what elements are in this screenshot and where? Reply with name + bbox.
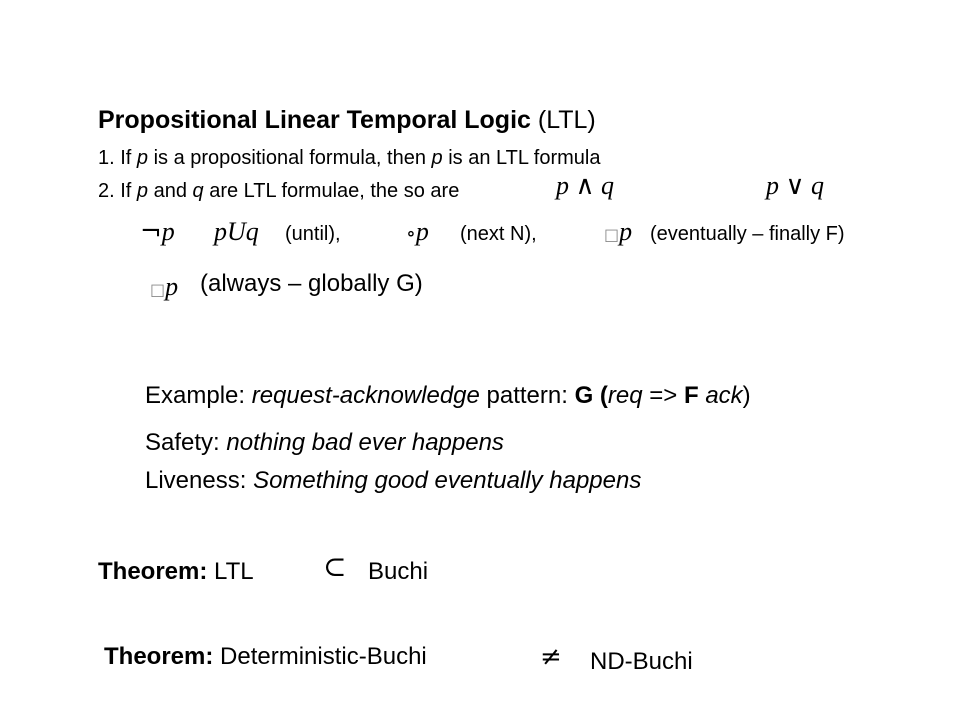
example-mid: pattern: [479, 382, 575, 409]
rule-1 [98, 147, 601, 170]
not-p: p [161, 217, 175, 246]
next-description: (next N), [460, 223, 537, 245]
rule1-text-a: 1. If [98, 147, 137, 169]
until-description: (until), [285, 223, 341, 245]
example-f-operator: F [683, 382, 706, 409]
and-q: q [601, 171, 615, 200]
example-ack: ack [705, 382, 743, 409]
liveness-line [145, 467, 641, 495]
theorem-2 [104, 643, 427, 671]
theorem2-right: ND-Buchi [590, 648, 693, 675]
title-abbrev: (LTL) [530, 106, 596, 134]
formula-or [766, 171, 824, 201]
or-q: q [811, 171, 825, 200]
theorem1-right: Buchi [368, 558, 429, 585]
rule1-var-p2: p [431, 147, 443, 169]
theorem1-left: LTL [207, 558, 254, 585]
and-operator: ∧ [575, 171, 595, 201]
or-operator: ∨ [785, 171, 805, 201]
formula-and [556, 171, 614, 201]
rule2-text-c: are LTL formulae, the so are [203, 180, 460, 202]
example-line [145, 382, 751, 410]
example-label: Example: [145, 382, 252, 409]
safety-label: Safety: [145, 429, 227, 456]
next-p: p [415, 217, 429, 246]
example-close: ) [742, 382, 751, 409]
title-bold: Propositional Linear Temporal Logic [98, 106, 531, 134]
next-operator-icon: ∘ [406, 221, 416, 245]
example-arrow: => [642, 382, 684, 409]
eventually-p: p [619, 217, 633, 246]
and-p: p [556, 171, 569, 200]
always-description: (always – globally G) [200, 270, 423, 297]
liveness-label: Liveness: [145, 467, 254, 494]
rule2-text-a: 2. If [98, 180, 137, 202]
rule1-text-c: is an LTL formula [442, 147, 601, 169]
example-req: req [607, 382, 643, 409]
rule-2 [98, 180, 459, 203]
rule1-var-p: p [136, 147, 149, 169]
formula-not [140, 217, 175, 247]
rule1-text-b: is a propositional formula, then [148, 147, 432, 169]
eventually-operator-icon: □ [604, 225, 620, 244]
not-operator: ¬ [140, 217, 162, 247]
liveness-text: Something good eventually happens [253, 467, 642, 494]
formula-always [150, 272, 178, 302]
not-equal-symbol: ≠ [540, 642, 562, 672]
example-pattern-name: request-acknowledge [251, 382, 480, 409]
example-g-operator: G ( [574, 382, 608, 409]
rule2-text-b: and [148, 180, 193, 202]
slide-title [98, 106, 596, 135]
theorem-1 [98, 558, 254, 586]
or-p: p [766, 171, 779, 200]
always-p: p [165, 272, 179, 301]
always-operator-icon: □ [150, 280, 166, 299]
eventually-description: (eventually – finally F) [650, 223, 845, 245]
theorem2-left: Deterministic-Buchi [213, 643, 427, 670]
safety-line [145, 429, 504, 457]
safety-text: nothing bad ever happens [226, 429, 504, 456]
theorem2-label: Theorem: [104, 643, 214, 670]
rule2-var-q: q [192, 180, 204, 202]
formula-eventually [604, 217, 632, 247]
rule2-var-p: p [136, 180, 149, 202]
formula-next [406, 217, 429, 247]
theorem1-label: Theorem: [98, 558, 208, 585]
subset-symbol: ⊂ [323, 550, 347, 583]
formula-until: pUq [214, 217, 259, 246]
